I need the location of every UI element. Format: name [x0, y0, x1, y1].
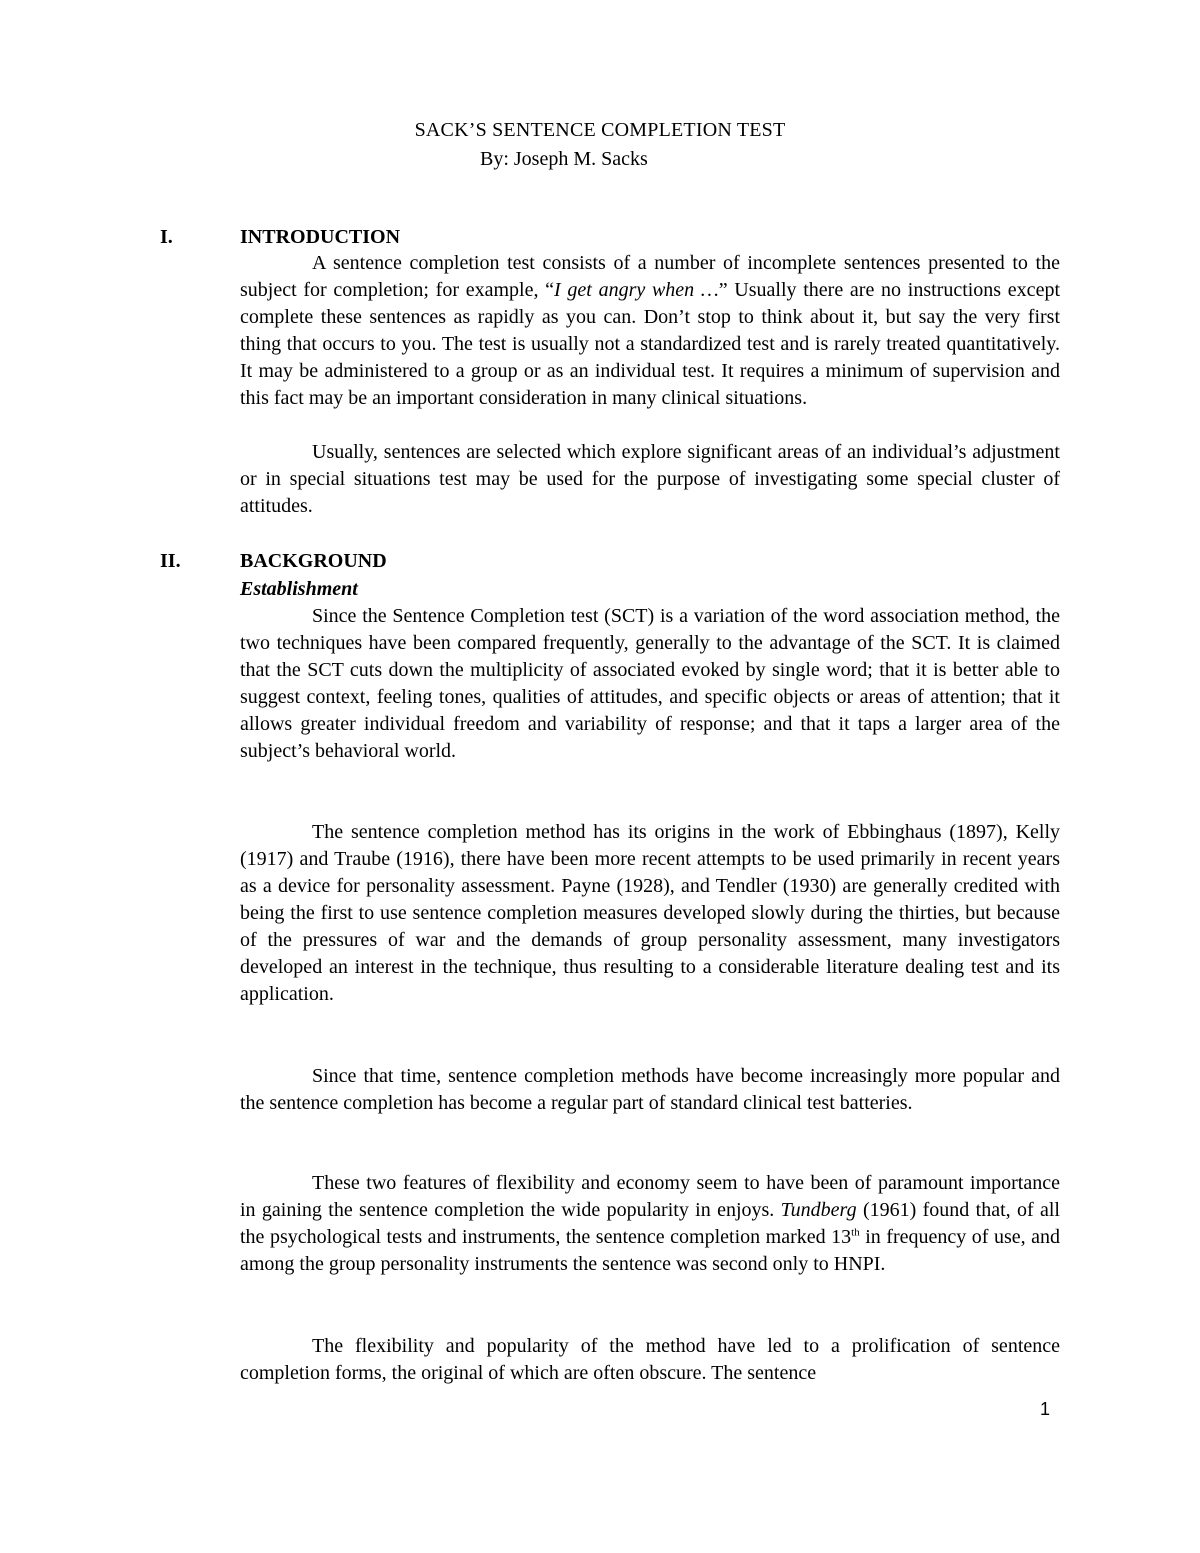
page-number: 1 — [1040, 1399, 1051, 1419]
paragraph-text: A sentence completion test consists of a number of incomplete sentences presented to the subject for completion; for example, “ — [240, 252, 1060, 301]
paragraph-text: These two features of flexibility and economy seem to have been of paramount importance in gaining the sentence completion the wide popularity in enjoys. — [240, 1172, 1060, 1221]
example-quote: I get angry when … — [554, 279, 719, 301]
intro-paragraph-1 — [240, 250, 1060, 412]
background-paragraph-2: The sentence completion method has its origins in the work of Ebbinghaus (1897), Kelly (1917) and Traube (1916), there have been more recent attempts to be used primarily in recent years as a device for personality assessment. Payne (1928), and Tendler (1930) are generally credited with being the first to use sentence completion measures developed slowly during the thirties, but because of the pressures of war and the demands of group personality assessment, many investigators developed an interest in the technique, thus resulting to a considerable literature dealing test and its application. — [240, 821, 1060, 1005]
section-number: I. — [160, 226, 173, 248]
background-paragraph-1: Since the Sentence Completion test (SCT) is a variation of the word association method, the two techniques have been compared frequently, generally to the advantage of the SCT. It is claimed that the SCT cuts down the multiplicity of associated evoked by single word; that it is better able to suggest context, feeling tones, qualities of attitudes, and specific objects or areas of attention; that it allows greater individual freedom and variability of response; and that it taps a larger area of the subject’s behavioral world. — [240, 605, 1060, 762]
paragraph-text: ” Usually there are no instructions except complete these sentences as rapidly as you can. Don’t stop to think about it, but say the very first thing that occurs to you. The test is usually not a standardized test and is rarely treated quantitatively. It may be administered to a group or as an individual test. It requires a minimum of supervision and this fact may be an important consideration in many clinical situations. — [240, 279, 1060, 409]
document-byline: By: Joseph M. Sacks — [480, 148, 648, 170]
background-paragraph-4 — [240, 1170, 1060, 1278]
document-title: SACK’S SENTENCE COMPLETION TEST — [414, 119, 786, 141]
ordinal-suffix: th — [851, 1226, 860, 1239]
section-number: II. — [160, 550, 181, 572]
subheading-establishment: Establishment — [240, 578, 358, 600]
paragraph-text: (1961) found that, of all the psychological tests and instruments, the sentence completion marked 13 — [240, 1199, 1060, 1248]
paragraph-text: in frequency of use, and among the group personality instruments the sentence was second only to HNPI. — [240, 1226, 1060, 1275]
intro-paragraph-2: Usually, sentences are selected which explore significant areas of an individual’s adjustment or in special situations test may be used for the purpose of investigating some special cluster of attitudes. — [240, 441, 1060, 517]
background-paragraph-3: Since that time, sentence completion methods have become increasingly more popular and the sentence completion has become a regular part of standard clinical test batteries. — [240, 1065, 1060, 1114]
author-name: Tundberg — [780, 1199, 857, 1221]
section-heading-background: BACKGROUND — [240, 550, 387, 572]
background-paragraph-5: The flexibility and popularity of the method have led to a prolification of sentence completion forms, the original of which are often obscure. The sentence — [240, 1335, 1060, 1384]
section-heading-introduction: INTRODUCTION — [240, 226, 401, 248]
